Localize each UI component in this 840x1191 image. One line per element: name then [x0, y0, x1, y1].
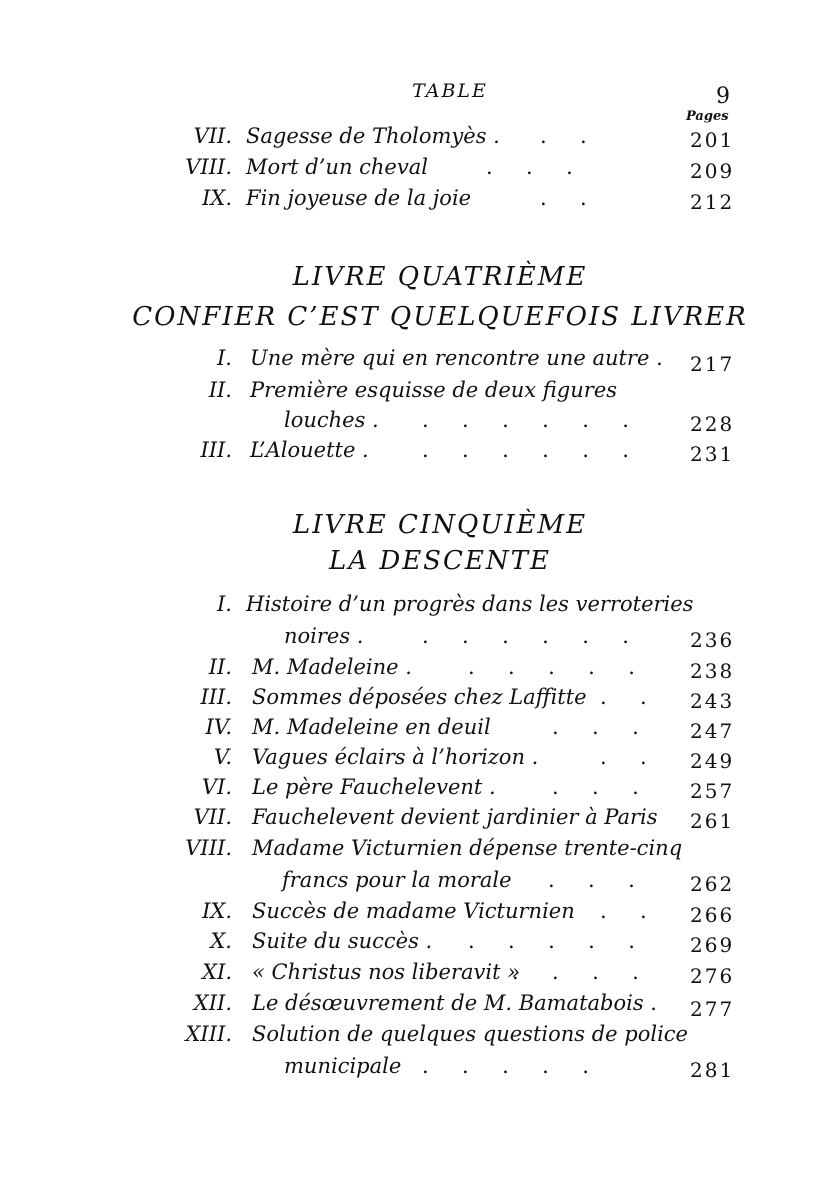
dot-leader: . . . . . . [422, 438, 629, 462]
chapter-numeral: VII. [193, 124, 232, 148]
page-ref: 257 [690, 779, 735, 803]
chapter-numeral: XIII. [185, 1022, 232, 1046]
chapter-numeral: IX. [202, 186, 232, 210]
chapter-title: Vagues éclairs à l’horizon . [252, 745, 539, 769]
dot-leader: . . [540, 186, 587, 210]
chapter-numeral: XII. [193, 991, 232, 1015]
chapter-title: Suite du succès . [252, 929, 433, 953]
chapter-numeral: XI. [202, 960, 232, 984]
dot-leader: . . . . . . [422, 408, 629, 432]
chapter-title: Sommes déposées chez Laffitte [252, 685, 587, 709]
chapter-numeral: IV. [205, 715, 232, 739]
chapter-numeral: X. [210, 929, 232, 953]
dot-leader: . . . [552, 775, 639, 799]
page-ref: 261 [690, 809, 735, 833]
pages-column-label: Pages [686, 109, 729, 124]
chapter-numeral: VIII. [185, 155, 232, 179]
page-ref: 209 [690, 159, 735, 183]
chapter-title: Le désœuvrement de M. Bamatabois . [252, 991, 657, 1015]
page-ref: 238 [690, 659, 735, 683]
chapter-title: Solution de quelques questions de police [252, 1022, 688, 1046]
page-ref: 277 [690, 997, 735, 1021]
chapter-numeral: VIII. [185, 836, 232, 860]
chapter-numeral: I. [217, 592, 232, 616]
chapter-numeral: I. [217, 346, 232, 370]
running-title: TABLE [412, 80, 488, 102]
chapter-title: Madame Victurnien dépense trente-cinq [252, 836, 683, 860]
dot-leader: . . [600, 685, 647, 709]
chapter-title: M. Madeleine en deuil [252, 715, 491, 739]
page-ref: 236 [690, 628, 735, 652]
chapter-numeral: VII. [193, 805, 232, 829]
chapter-title-continuation: louches . [284, 408, 379, 432]
page-ref: 276 [690, 964, 735, 988]
dot-leader: . . [600, 745, 647, 769]
page-ref: 231 [690, 442, 735, 466]
chapter-title: Le père Fauchelevent . [252, 775, 496, 799]
page-number: 9 [716, 84, 730, 109]
page-ref: 217 [690, 352, 735, 376]
chapter-title: Succès de madame Victurnien [252, 899, 575, 923]
dot-leader: . . . . . [468, 655, 635, 679]
chapter-numeral: III. [200, 438, 232, 462]
chapter-numeral: III. [200, 685, 232, 709]
chapter-title: Fauchelevent devient jardinier à Paris [252, 805, 658, 829]
dot-leader: . . . [486, 155, 573, 179]
chapter-title-continuation: municipale [284, 1054, 402, 1078]
page-ref: 201 [690, 128, 735, 152]
page-ref: 228 [690, 412, 735, 436]
chapter-title-continuation: francs pour la morale [282, 868, 512, 892]
chapter-title: Histoire d’un progrès dans les verroteries [246, 592, 694, 616]
page-ref: 269 [690, 933, 735, 957]
chapter-title: L’Alouette . [250, 438, 369, 462]
dot-leader: . . [600, 899, 647, 923]
page-ref: 281 [690, 1058, 735, 1082]
page-ref: 249 [690, 749, 735, 773]
chapter-numeral: II. [208, 378, 232, 402]
chapter-numeral: VI. [201, 775, 232, 799]
book-heading: LIVRE CINQUIÈME [292, 510, 588, 540]
chapter-numeral: IX. [202, 899, 232, 923]
dot-leader: . . . . . . [422, 624, 629, 648]
chapter-title: Première esquisse de deux figures [250, 378, 618, 402]
page-ref: 266 [690, 903, 735, 927]
book-heading: LIVRE QUATRIÈME [292, 262, 588, 292]
dot-leader: . . . . [512, 960, 639, 984]
book-subheading: LA DESCENTE [329, 546, 551, 576]
page-ref: 212 [690, 190, 735, 214]
chapter-title: « Christus nos liberavit » [252, 960, 521, 984]
chapter-numeral: V. [213, 745, 232, 769]
chapter-title: Fin joyeuse de la joie [246, 186, 472, 210]
dot-leader: . . . . . [468, 929, 635, 953]
chapter-title: Une mère qui en rencontre une autre . [250, 346, 663, 370]
dot-leader: . . . . . [422, 1054, 589, 1078]
page-ref: 247 [690, 719, 735, 743]
page-ref: 243 [690, 689, 735, 713]
dot-leader: . . . [552, 715, 639, 739]
chapter-title: M. Madeleine . [252, 655, 412, 679]
page-ref: 262 [690, 872, 735, 896]
book-subheading: CONFIER C’EST QUELQUEFOIS LIVRER [132, 302, 748, 332]
chapter-title: Mort d’un cheval [246, 155, 428, 179]
dot-leader: . . . [548, 868, 635, 892]
chapter-title: Sagesse de Tholomyès . [246, 124, 500, 148]
dot-leader: . . [540, 124, 587, 148]
chapter-numeral: II. [208, 655, 232, 679]
chapter-title-continuation: noires . [284, 624, 364, 648]
